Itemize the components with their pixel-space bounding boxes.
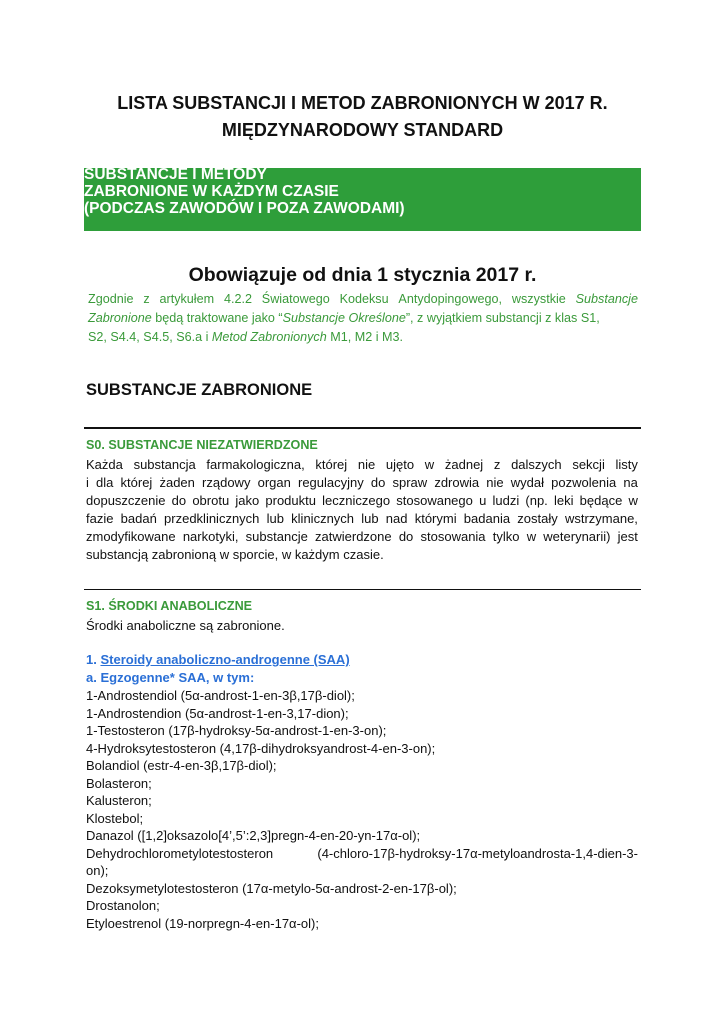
list-item: Klostebol; [86,810,144,826]
s0-line-6: substancją zabronioną w sporcie, w każdym czasie. [86,547,384,562]
list-item: Danazol ([1,2]oksazolo[4’,5’:2,3]pregn-4-en-20-yn-17α-ol); [86,828,421,843]
s0-line-4: fazie badań przedklinicznych lub klinicznych lub nad którymi badania zostały wstrzymane, [86,511,638,526]
s0-line-2: i dla której żaden rządowy organ regulacyjny do spraw zdrowia nie wydał pozwolenia na [86,475,638,490]
list-item: 1-Androstendion (5α-androst-1-en-3,17-dion); [86,705,349,721]
intro-line-2: Zabronione będą traktowane jako “Substancje Określone”, z wyjątkiem substancji z klas S1, [88,311,600,325]
list-item: Kalusteron; [86,793,152,808]
section-heading: SUBSTANCJE ZABRONIONE [86,381,313,399]
s0-line-5: zmodyfikowane narkotyki, substancje zatwierdzone do stosowania tylko w weterynarii) jest [86,529,638,544]
s0-heading: S0. SUBSTANCJE NIEZATWIERDZONE [86,438,318,452]
category-banner [84,168,641,231]
s0-line-3: dopuszczenie do obrotu jako produktu leczniczego stosowanego u ludzi (np. leki będące w [86,493,638,508]
list-item: 1-Androstendiol (5α-androst-1-en-3β,17β-diol); [86,688,355,703]
section-divider [84,427,641,429]
list-item: Bolasteron; [86,775,152,791]
list-item: Drostanolon; [86,898,160,913]
list-item: Bolandiol (estr-4-en-3β,17β-diol); [86,758,277,773]
list-item: on); [86,863,109,878]
saa-link-text[interactable]: Steroidy anaboliczno-androgenne (SAA) [100,652,350,667]
saa-section-link[interactable] [86,652,350,667]
banner-line-1: SUBSTANCJE I METODY [84,166,267,183]
intro-paragraph [88,290,638,347]
list-item: Dehydrochlorometylotestosteron (4-chloro-17β-hydroksy-17α-metyloandrosta-1,4-dien-3- [86,845,638,861]
page-title [84,90,641,144]
list-item: 4-Hydroksytestosteron (4,17β-dihydroksyandrost-4-en-3-on); [86,740,436,756]
saa-number: 1. [86,652,101,667]
title-line-1: LISTA SUBSTANCJI I METOD ZABRONIONYCH W 2017 R. [117,93,608,113]
exogenous-saa-heading: a. Egzogenne* SAA, w tym: [86,670,255,685]
list-item: 1-Testosteron (17β-hydroksy-5α-androst-1-en-3-on); [86,723,387,738]
s0-line-1: Każda substancja farmakologiczna, której nie ujęto w żadnej z dalszych sekcji listy [86,457,638,472]
intro-line-3: S2, S4.4, S4.5, S6.a i Metod Zabronionych M1, M2 i M3. [88,330,404,344]
list-item: Etyloestrenol (19-norpregn-4-en-17α-ol); [86,915,319,931]
s1-text: Środki anaboliczne są zabronione. [86,618,285,633]
substance-list [86,687,638,932]
s1-heading: S1. ŚRODKI ANABOLICZNE [86,599,253,613]
s0-divider [84,589,641,590]
effective-date-heading: Obowiązuje od dnia 1 stycznia 2017 r. [188,264,537,286]
banner-line-3: (PODCZAS ZAWODÓW I POZA ZAWODAMI) [84,200,405,217]
list-item: Dezoksymetylotestosteron (17α-metylo-5α-androst-2-en-17β-ol); [86,880,457,896]
intro-line-1: Zgodnie z artykułem 4.2.2 Światowego Kodeksu Antydopingowego, wszystkie Substancje [88,292,638,306]
s0-paragraph [86,456,638,564]
banner-line-2: ZABRONIONE W KAŻDYM CZASIE [84,183,339,200]
title-line-2: MIĘDZYNARODOWY STANDARD [221,120,504,140]
